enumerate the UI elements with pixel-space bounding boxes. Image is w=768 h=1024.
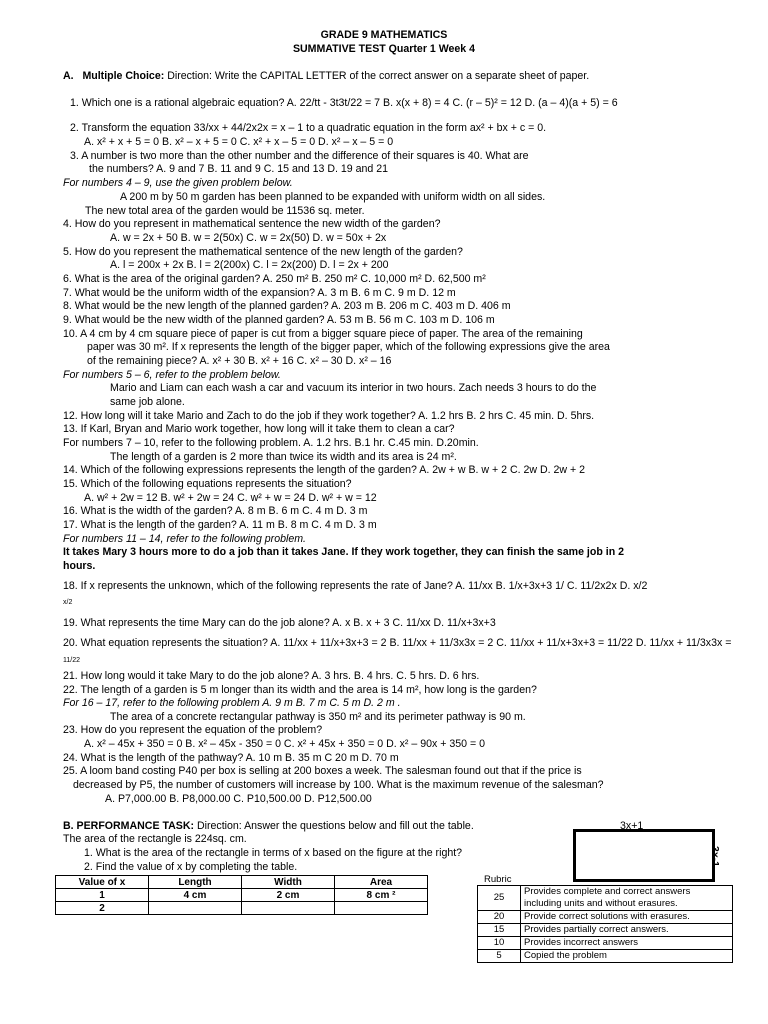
question-3-choices: the numbers? A. 9 and 7 B. 11 and 9 C. 15 and 13 D. 19 and 21 [89, 163, 388, 175]
table-cell: 2 cm [242, 889, 335, 902]
question-10-choices: of the remaining piece? A. x² + 30 B. x² + 16 C. x² – 30 D. x² – 16 [87, 355, 392, 367]
instruction-5-6: For numbers 5 – 6, refer to the problem below. [63, 369, 281, 381]
question-22: 22. The length of a garden is 5 m longer than its width and the area is 14 m², how long is the garden? [63, 684, 537, 696]
question-4-choices: A. w = 2x + 50 B. w = 2(50x) C. w = 2x(50) D. w = 50x + 2x [110, 232, 387, 244]
rectangle-figure [573, 829, 715, 882]
question-9: 9. What would be the new width of the planned garden? A. 53 m B. 56 m C. 103 m D. 106 m [63, 314, 495, 326]
header-value-of-x: Value of x [56, 876, 149, 889]
question-3: 3. A number is two more than the other number and the difference of their squares is 40. What are [70, 150, 529, 162]
rubric-description: Provides partially correct answers. [521, 924, 733, 937]
rubric-row [478, 937, 733, 950]
question-25-cont: decreased by P5, the number of customers will increase by 100. What is the maximum revenue of the salesman? [73, 779, 604, 791]
table-header-row [56, 876, 428, 889]
question-7: 7. What would be the uniform width of the expansion? A. 3 m B. 6 m C. 9 m D. 12 m [63, 287, 456, 299]
rubric-row [478, 950, 733, 963]
page-title: GRADE 9 MATHEMATICS [320, 29, 448, 41]
section-a-title: Multiple Choice: [82, 70, 165, 82]
table-cell: 1 [56, 889, 149, 902]
rectangle-area-statement: The area of the rectangle is 224sq. cm. [63, 833, 247, 845]
question-10: 10. A 4 cm by 4 cm square piece of paper is cut from a bigger square piece of paper. The area of the remaining [63, 328, 583, 340]
rubric-row [478, 911, 733, 924]
question-14: 14. Which of the following expressions represents the length of the garden? A. 2w + w B. w + 2 C. 2w D. 2w + 2 [63, 464, 586, 476]
problem-mary-jane-cont: hours. [63, 560, 96, 572]
question-16: 16. What is the width of the garden? A. 8 m B. 6 m C. 4 m D. 3 m [63, 505, 368, 517]
task-question-1: 1. What is the area of the rectangle in terms of x based on the figure at the right? [84, 847, 463, 859]
section-a-direction: Direction: Write the CAPITAL LETTER of the correct answer on a separate sheet of paper. [164, 70, 590, 82]
section-a-heading [63, 70, 589, 83]
question-25-choices: A. P7,000.00 B. P8,000.00 C. P10,500.00 D. P12,500.00 [105, 793, 372, 805]
question-5-choices: A. l = 200x + 2x B. l = 2(200x) C. l = 2x(200) D. l = 2x + 200 [110, 259, 389, 271]
question-1: 1. Which one is a rational algebraic equation? A. 22/tt - 3t3t/22 = 7 B. x(x + 8) = 4 C. (r – 5)² = 12 D. (a – 4)(a + 5) = 6 [70, 97, 618, 109]
question-2-choices: A. x² + x + 5 = 0 B. x² – x + 5 = 0 C. x² + x – 5 = 0 D. x² – x – 5 = 0 [84, 136, 394, 148]
page-subtitle: SUMMATIVE TEST Quarter 1 Week 4 [292, 43, 476, 55]
instruction-11-14: For numbers 11 – 14, refer to the following problem. [63, 533, 306, 545]
table-row [56, 902, 428, 915]
question-4: 4. How do you represent in mathematical sentence the new width of the garden? [63, 218, 441, 230]
question-23-choices: A. x² – 45x + 350 = 0 B. x² – 45x - 350 = 0 C. x² + 45x + 350 = 0 D. x² – 90x + 350 = 0 [84, 738, 486, 750]
problem-car-wash: Mario and Liam can each wash a car and vacuum its interior in two hours. Zach needs 3 hours to do the [110, 382, 597, 394]
rubric-row [478, 886, 733, 911]
question-6: 6. What is the area of the original garden? A. 250 m² B. 250 m² C. 10,000 m² D. 62,500 m² [63, 273, 486, 285]
rubric-description: Provide correct solutions with erasures. [521, 911, 733, 924]
table-cell [335, 902, 428, 915]
rubric-score: 5 [478, 950, 521, 963]
header-width: Width [242, 876, 335, 889]
question-21: 21. How long would it take Mary to do the job alone? A. 3 hrs. B. 4 hrs. C. 5 hrs. D. 6 hrs. [63, 670, 480, 682]
problem-pathway: The area of a concrete rectangular pathway is 350 m² and its perimeter pathway is 90 m. [110, 711, 526, 723]
section-b-heading [63, 820, 474, 833]
question-18-overflow: x/2 [63, 599, 73, 606]
question-12: 12. How long will it take Mario and Zach to do the job if they work together? A. 1.2 hrs B. 2 hrs C. 45 min. D. 5hrs. [63, 410, 595, 422]
question-24: 24. What is the length of the pathway? A. 10 m B. 35 m C 20 m D. 70 m [63, 752, 399, 764]
question-10-cont: paper was 30 m². If x represents the length of the bigger paper, which of the following expressions give the area [87, 341, 610, 353]
question-15-choices: A. w² + 2w = 12 B. w² + 2w = 24 C. w² + w = 24 D. w² + w = 12 [84, 492, 377, 504]
question-20-overflow: 11/22 [63, 657, 80, 664]
rubric-description: Provides complete and correct answers including units and without erasures. [521, 886, 733, 911]
question-13: 13. If Karl, Bryan and Mario work together, how long will it take them to clean a car? [63, 423, 455, 435]
problem-garden: A 200 m by 50 m garden has been planned to be expanded with uniform width on all sides. [120, 191, 546, 203]
header-area: Area [335, 876, 428, 889]
rubric-score: 10 [478, 937, 521, 950]
rubric-score: 15 [478, 924, 521, 937]
question-18: 18. If x represents the unknown, which of the following represents the rate of Jane? A. 11/xx B. 1/x+3x+3 1/ C. 11/2x2x D. x/2 [63, 580, 648, 592]
problem-garden-2: The length of a garden is 2 more than twice its width and its area is 24 m². [110, 451, 457, 463]
table-cell [149, 902, 242, 915]
table-cell: 8 cm ² [335, 889, 428, 902]
rubric-title: Rubric [484, 874, 512, 885]
value-table [55, 875, 428, 915]
question-2: 2. Transform the equation 33/xx + 44/2x2x = x – 1 to a quadratic equation in the form ax² + bx + c = 0. [70, 122, 547, 134]
rubric-score: 20 [478, 911, 521, 924]
rubric-description: Provides incorrect answers [521, 937, 733, 950]
section-b-direction: Direction: Answer the questions below and fill out the table. [194, 820, 474, 832]
table-cell: 4 cm [149, 889, 242, 902]
problem-garden-cont: The new total area of the garden would be 11536 sq. meter. [85, 205, 365, 217]
section-b-title: B. PERFORMANCE TASK: [63, 820, 195, 832]
rubric-table [477, 885, 733, 963]
task-question-2: 2. Find the value of x by completing the table. [84, 861, 298, 873]
problem-car-wash-cont: same job alone. [110, 396, 185, 408]
question-8: 8. What would be the new length of the planned garden? A. 203 m B. 206 m C. 403 m D. 406 m [63, 300, 511, 312]
question-23: 23. How do you represent the equation of the problem? [63, 724, 323, 736]
question-15: 15. Which of the following equations represents the situation? [63, 478, 352, 490]
question-5: 5. How do you represent the mathematical sentence of the new length of the garden? [63, 246, 463, 258]
instruction-7-10: For numbers 7 – 10, refer to the following problem. A. 1.2 hrs. B.1 hr. C.45 min. D.20min. [63, 437, 479, 449]
instruction-4-9: For numbers 4 – 9, use the given problem below. [63, 177, 293, 189]
problem-mary-jane: It takes Mary 3 hours more to do a job than it takes Jane. If they work together, they can finish the same job in 2 [63, 546, 625, 558]
rubric-description: Copied the problem [521, 950, 733, 963]
section-a-label: A. [63, 70, 74, 82]
rectangle-top-label: 3x+1 [620, 820, 644, 832]
header-length: Length [149, 876, 242, 889]
table-cell [242, 902, 335, 915]
rubric-row [478, 924, 733, 937]
question-25: 25. A loom band costing P40 per box is selling at 200 boxes a week. The salesman found out that if the price is [63, 765, 582, 777]
table-row [56, 889, 428, 902]
question-17: 17. What is the length of the garden? A. 11 m B. 8 m C. 4 m D. 3 m [63, 519, 377, 531]
rubric-score: 25 [478, 886, 521, 911]
rectangle-side-label: 3x-1 [709, 846, 721, 868]
question-19: 19. What represents the time Mary can do the job alone? A. x B. x + 3 C. 11/xx D. 11/x+3x+3 [63, 617, 496, 629]
question-20: 20. What equation represents the situation? A. 11/xx + 11/x+3x+3 = 2 B. 11/xx + 11/3x3x = 2 C. 11/xx + 11/x+3x+3 = 11/22 D. 11/xx + 11/3x3x = [63, 637, 732, 649]
table-cell: 2 [56, 902, 149, 915]
instruction-16-17: For 16 – 17, refer to the following problem A. 9 m B. 7 m C. 5 m D. 2 m . [63, 697, 401, 709]
